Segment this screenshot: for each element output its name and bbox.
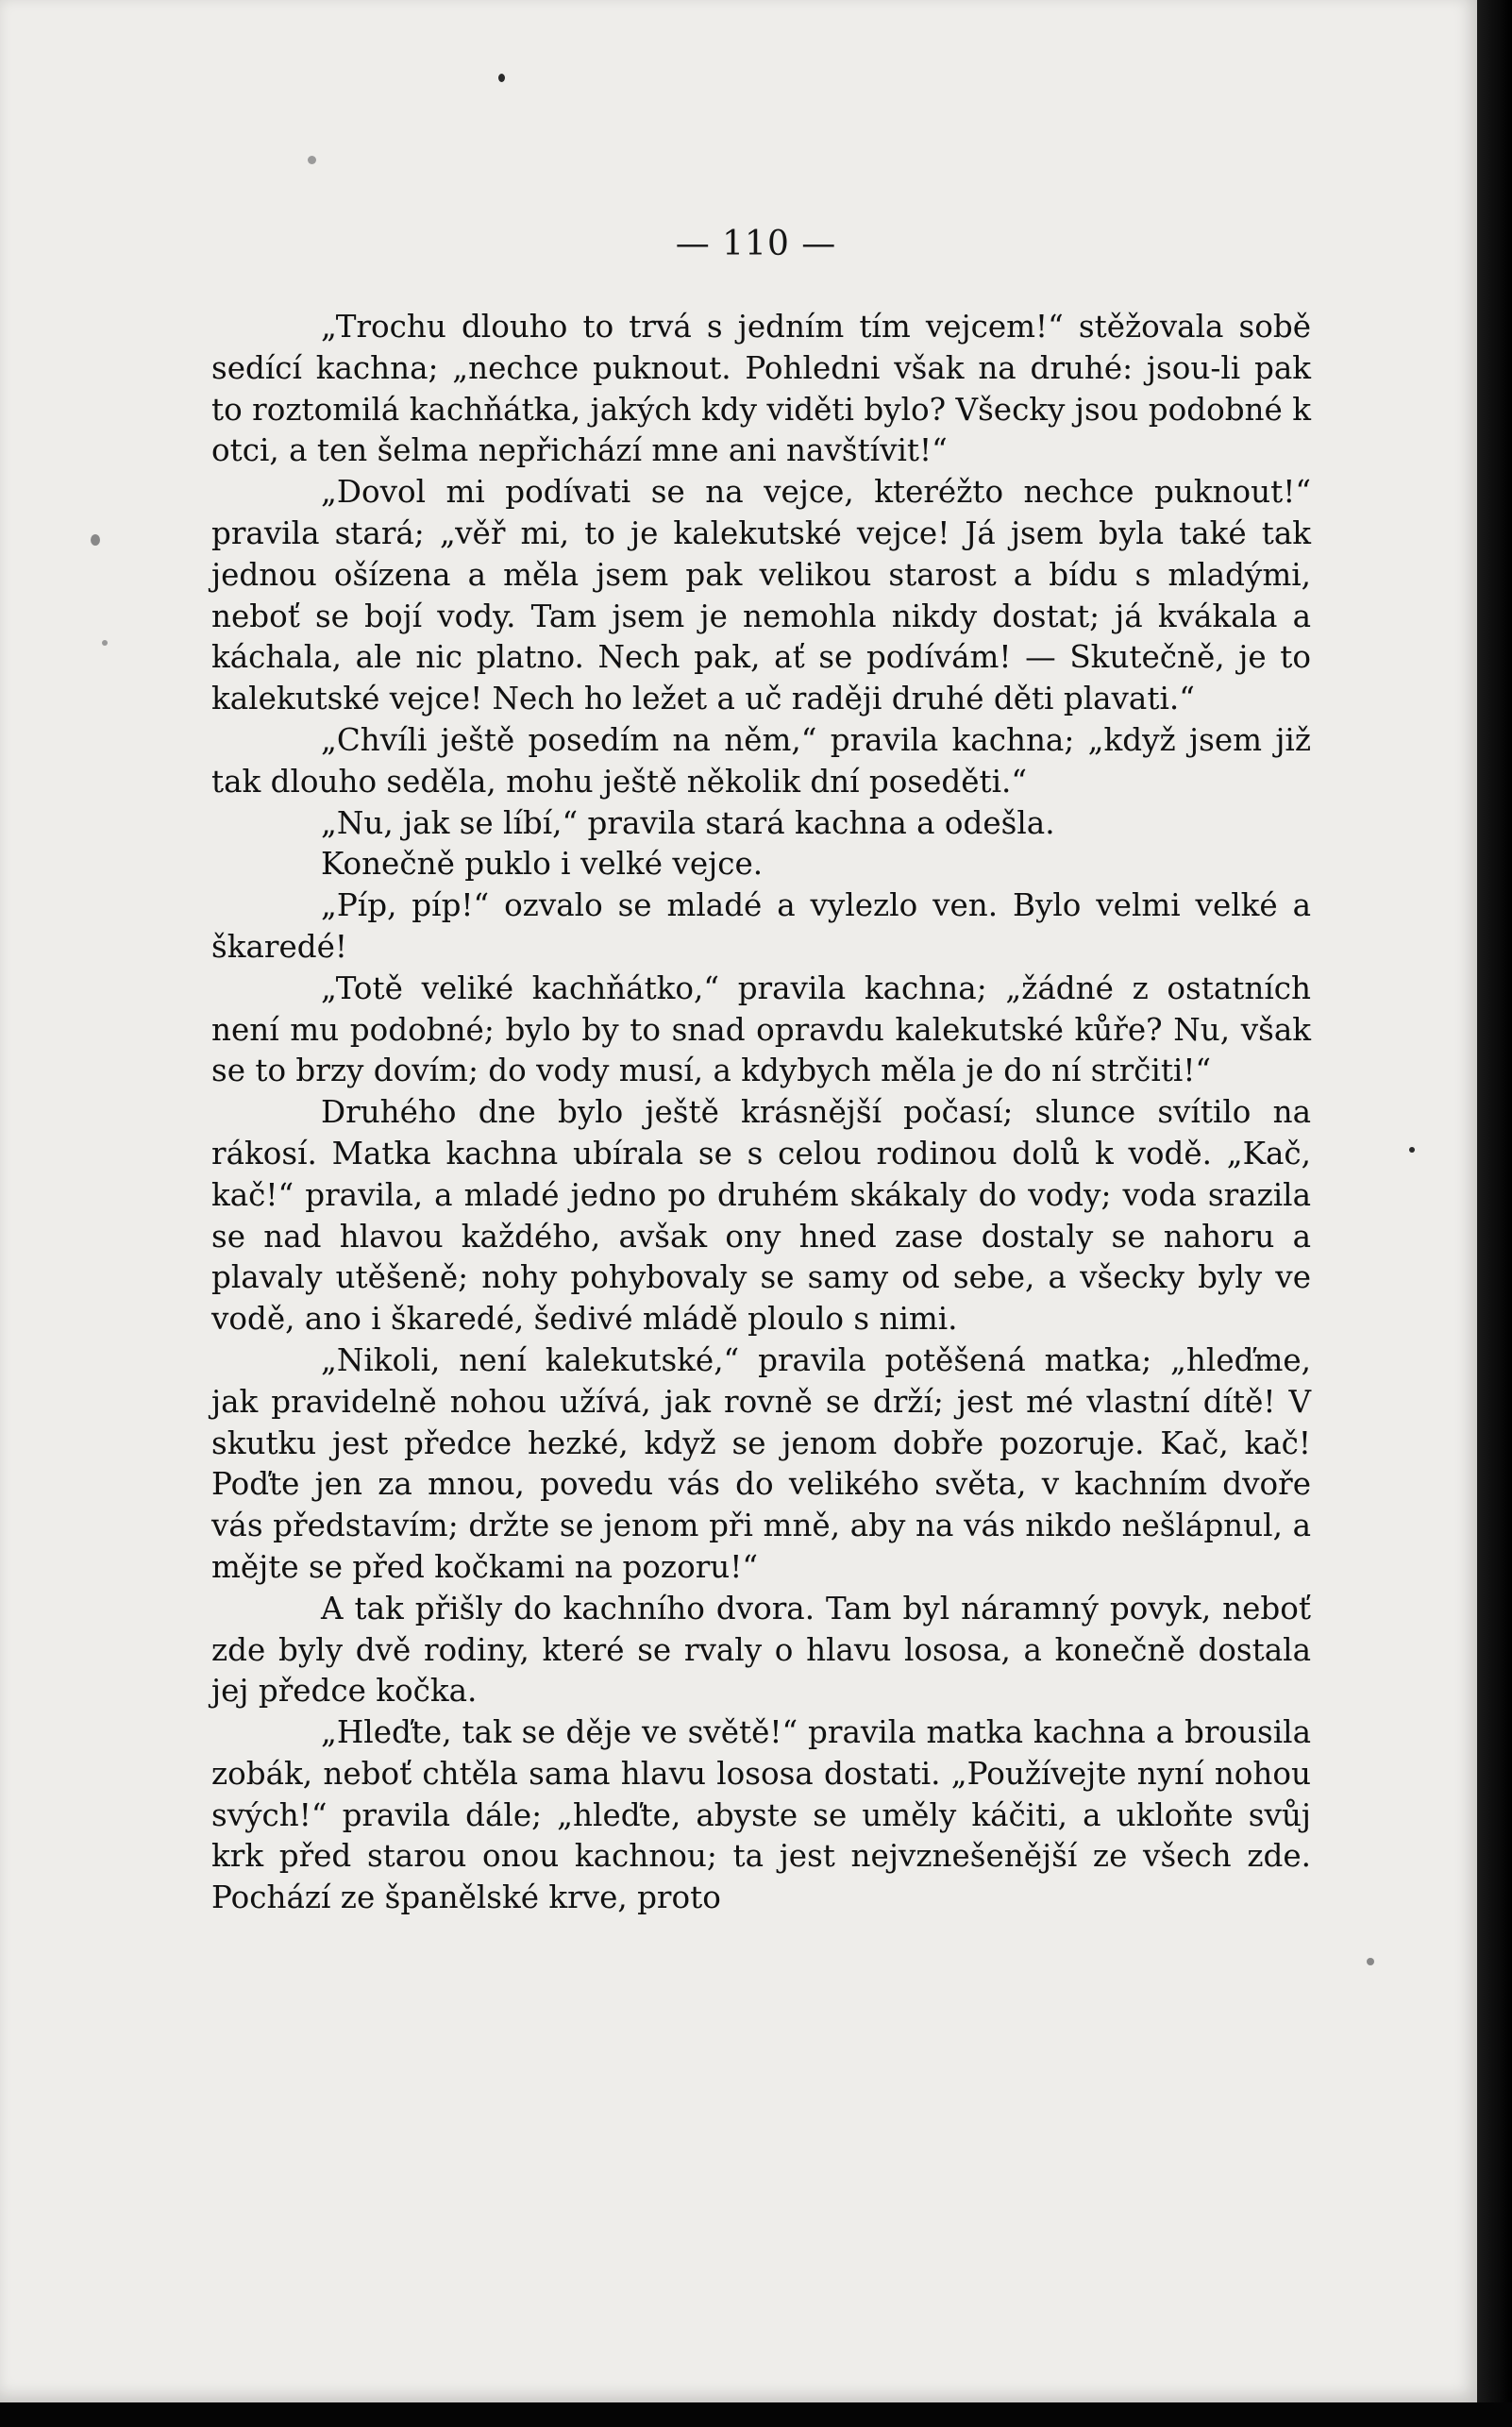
paragraph-11: „Hleďte, tak se děje ve světě!“ pravila matka kachna a brousila zobák, neboť chtěla sama hlavu lososa dostati. „Používejte nyní nohou svých!“ pravila dále; „hleďte, abyste se uměly káčiti, a ukloňte svůj krk před starou onou kachnou; ta jest nejvznešenější ze všech zde. Pochází ze španělské krve, proto <box>211 1714 1311 1916</box>
paragraph-2: „Dovol mi podívati se na vejce, kteréžto nechce puknout!“ pravila stará; „věř mi, to je kalekutské vejce! Já jsem byla také tak jednou ošízena a měla jsem pak velikou starost a bídu s mladými, neboť se bojí vody. Tam jsem je nemohla nikdy dostat; já kvákala a káchala, ale nic platno. Nech pak, ať se podívám! — Skutečně, je to kalekutské vejce! Nech ho ležet a uč raději druhé děti plavati.“ <box>211 474 1311 717</box>
paragraph-6: „Píp, píp!“ ozvalo se mladé a vylezlo ven. Bylo velmi velké a škaredé! <box>211 887 1311 965</box>
body-text <box>211 307 1311 1919</box>
paragraph-1: „Trochu dlouho to trvá s jedním tím vejcem!“ stěžovala sobě sedící kachna; „nechce puknout. Pohledni však na druhé: jsou-li pak to roztomilá kachňátka, jakých kdy viděti bylo? Všecky jsou podobné k otci, a ten šelma nepřichází mne ani navštívit!“ <box>211 309 1311 469</box>
paragraph-3: „Chvíli ještě posedím na něm,“ pravila kachna; „když jsem již tak dlouho seděla, mohu ještě několik dní poseděti.“ <box>211 721 1311 800</box>
paragraph-4: „Nu, jak se líbí,“ pravila stará kachna a odešla. <box>321 804 1055 841</box>
page-edge-right <box>1477 0 1512 2427</box>
ink-speck <box>308 156 316 164</box>
ink-speck <box>498 74 505 82</box>
paragraph-8: Druhého dne bylo ještě krásnější počasí; slunce svítilo na rákosí. Matka kachna ubírala se s celou rodinou dolů k vodě. „Kač, kač!“ pravila, a mladé jedno po druhém skákaly do vody; voda srazila se nad hlavou každého, avšak ony hned zase dostaly se nahoru a plavaly utěšeně; nohy pohybovaly se samy od sebe, a všecky byly ve vodě, ano i škaredé, šedivé mládě ploulo s nimi. <box>211 1094 1311 1338</box>
ink-speck <box>102 640 108 646</box>
paragraph-7: „Totě veliké kachňátko,“ pravila kachna; „žádné z ostatních není mu podobné; bylo by to snad opravdu kalekutské kůře? Nu, však se to brzy dovím; do vody musí, a kdybych měla je do ní strčiti!“ <box>211 969 1311 1089</box>
ink-speck <box>91 534 100 546</box>
paragraph-10: A tak přišly do kachního dvora. Tam byl náramný povyk, neboť zde byly dvě rodiny, které se rvaly o hlavu lososa, a konečně dostala jej předce kočka. <box>211 1590 1311 1710</box>
paragraph-5: Konečně puklo i velké vejce. <box>321 846 764 883</box>
page-edge-bottom <box>0 2402 1512 2427</box>
ink-speck <box>1367 1958 1374 1965</box>
paragraph-9: „Nikoli, není kalekutské,“ pravila potěšená matka; „hleďme, jak pravidelně nohou užívá, jak rovně se drží; jest mé vlastní dítě! V skutku jest předce hezké, když se jenom dobře pozoruje. Kač, kač! Poďte jen za mnou, povedu vás do velikého světa, v kachním dvoře vás představím; držte se jenom při mně, aby na vás nikdo nešlápnul, a mějte se před kočkami na pozoru!“ <box>211 1341 1311 1585</box>
ink-speck <box>1409 1147 1415 1153</box>
page-number: — 110 — <box>675 225 837 263</box>
